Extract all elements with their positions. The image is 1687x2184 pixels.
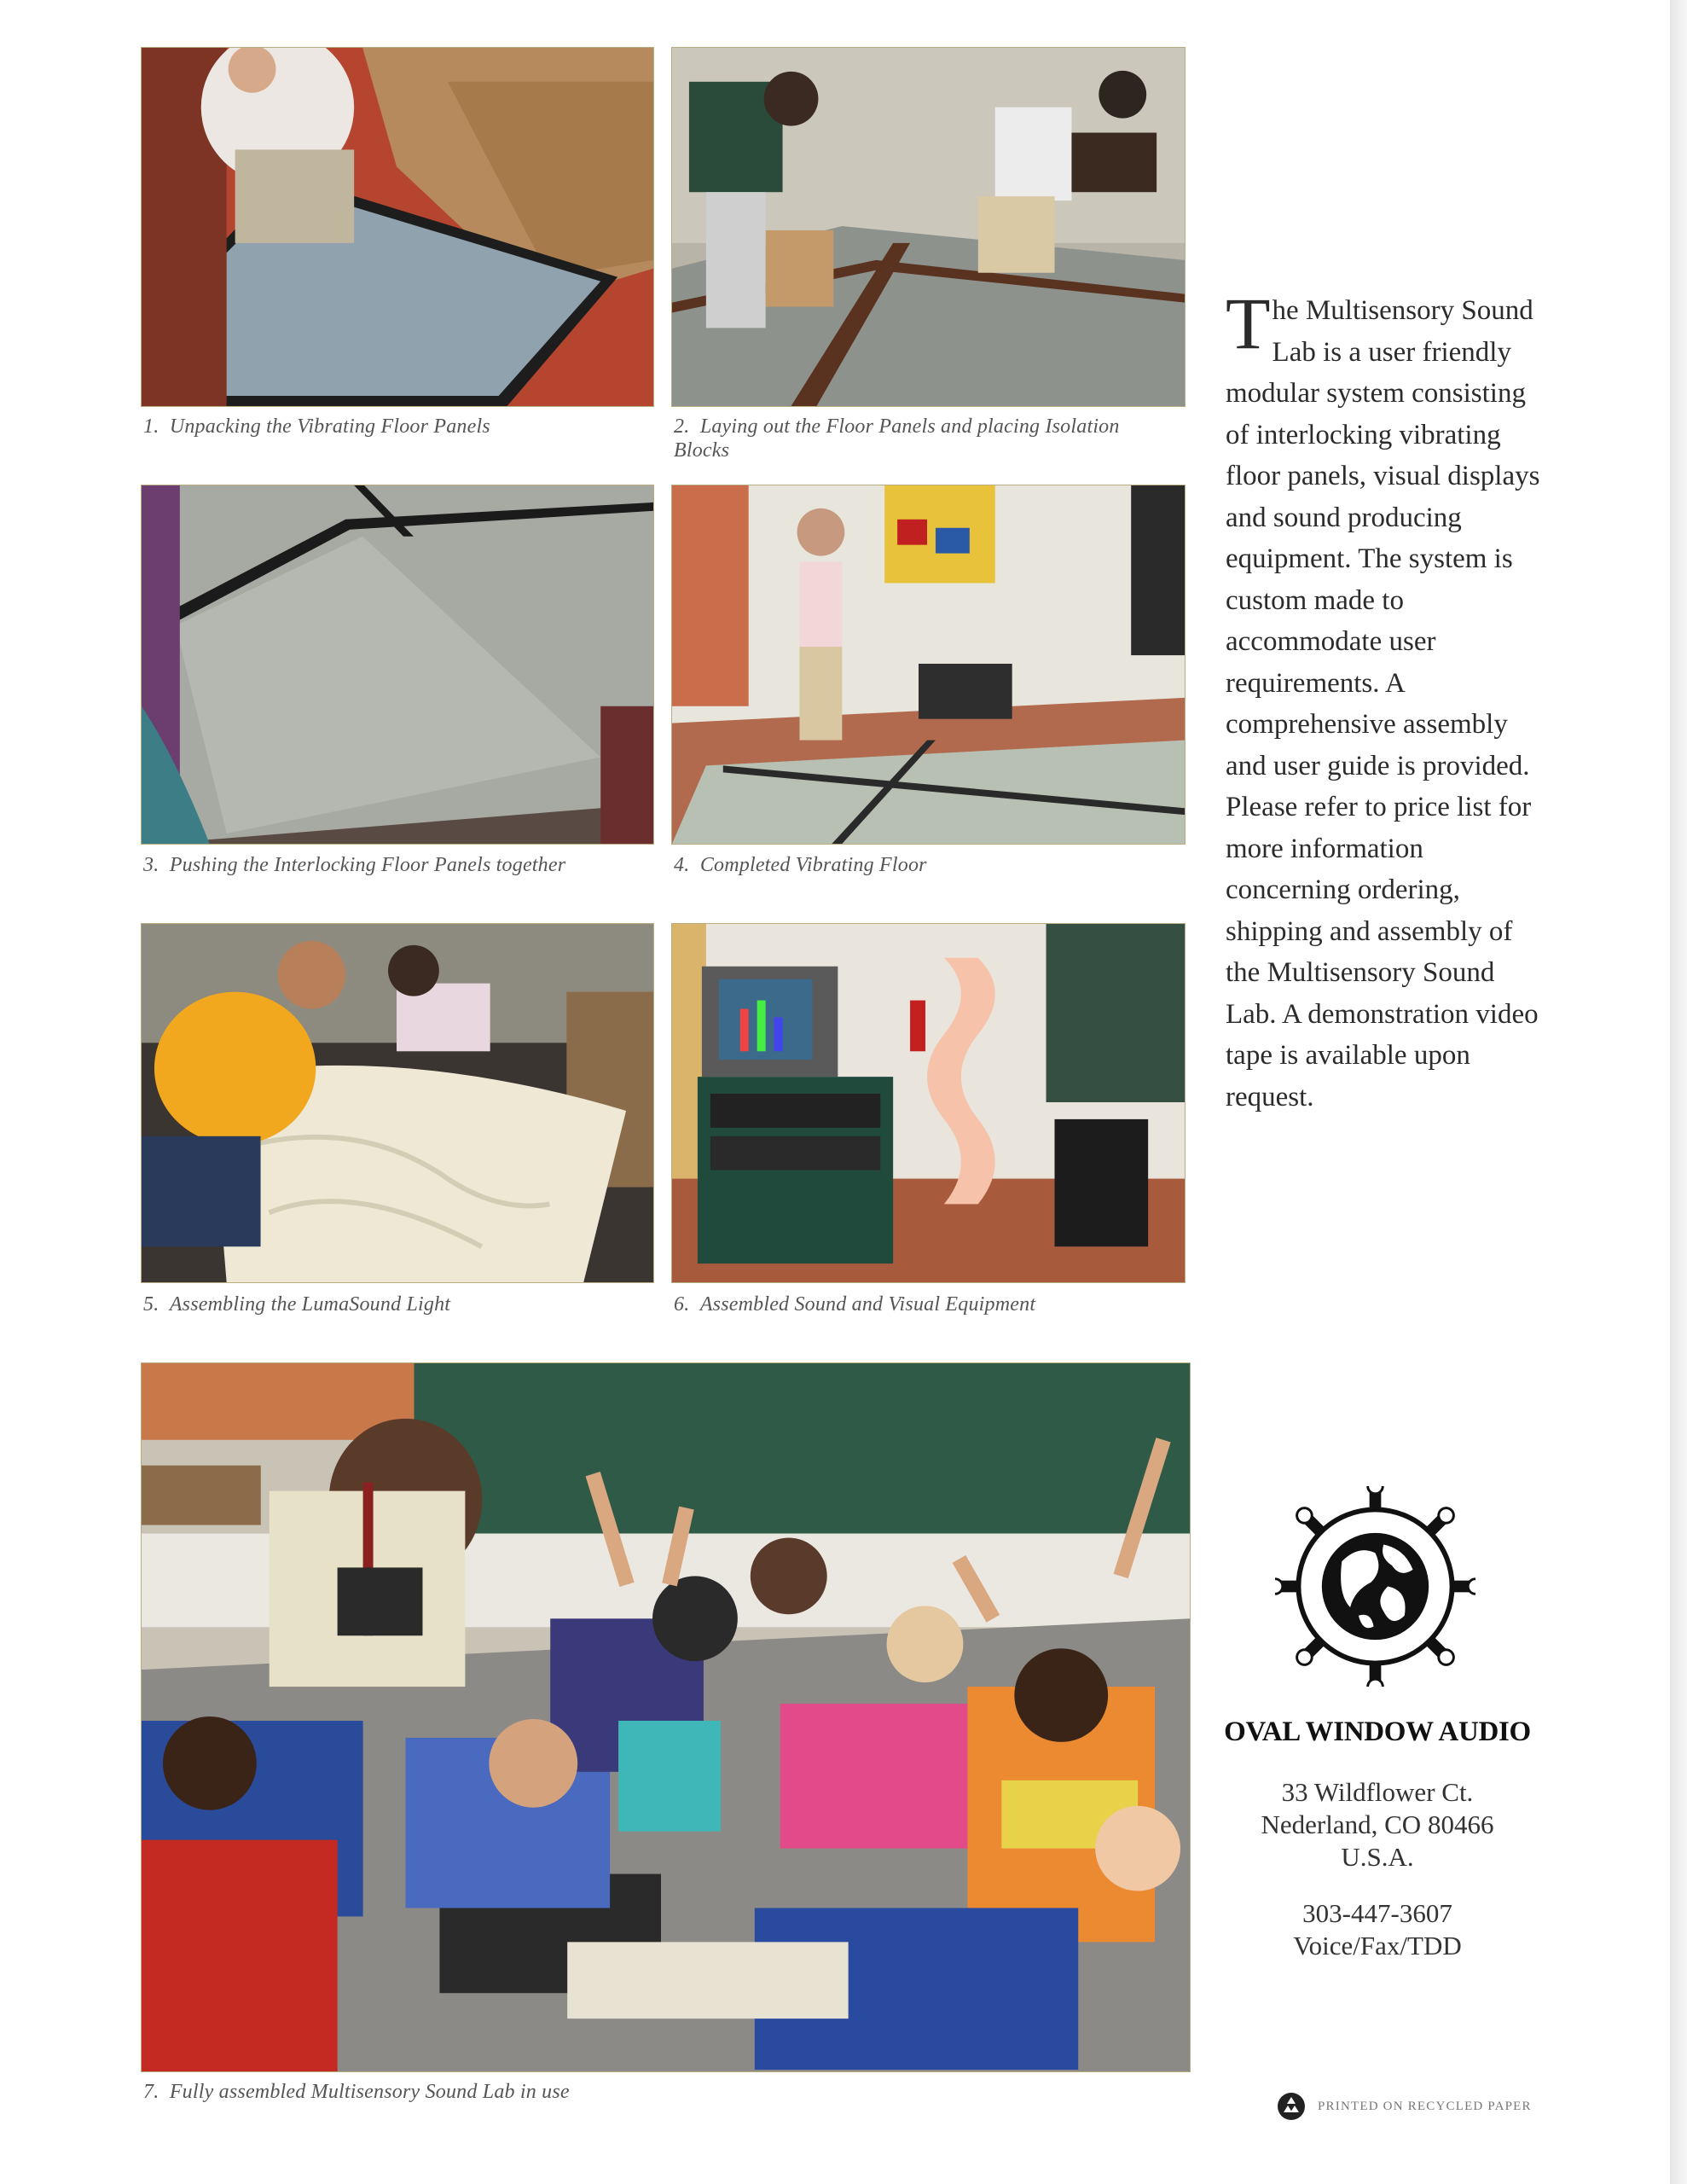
address-city: Nederland, CO 80466 bbox=[1261, 1809, 1494, 1839]
photo-assembled-sound-visual-equipment bbox=[671, 923, 1186, 1283]
recycled-note-text: PRINTED ON RECYCLED PAPER bbox=[1318, 2099, 1532, 2113]
photo-unpacking-floor-panels bbox=[141, 47, 654, 407]
phone-number: 303-447-3607 bbox=[1302, 1898, 1452, 1928]
photo-caption-4: 4. Completed Vibrating Floor bbox=[674, 854, 927, 876]
phone-note: Voice/Fax/TDD bbox=[1293, 1931, 1462, 1960]
company-name: OVAL WINDOW AUDIO bbox=[1224, 1716, 1531, 1747]
company-contact bbox=[1186, 1776, 1569, 1962]
photo-caption-6: 6. Assembled Sound and Visual Equipment bbox=[674, 1293, 1036, 1316]
photo-caption-1: 1. Unpacking the Vibrating Floor Panels bbox=[143, 415, 490, 438]
photo-pushing-panels-together bbox=[141, 485, 654, 845]
address-country: U.S.A. bbox=[1341, 1842, 1414, 1872]
photo-sound-lab-in-use bbox=[141, 1362, 1191, 2072]
photo-laying-out-panels bbox=[671, 47, 1186, 407]
photo-caption-7: 7. Fully assembled Multisensory Sound Lab in use bbox=[143, 2081, 570, 2103]
photo-caption-5: 5. Assembling the LumaSound Light bbox=[143, 1293, 451, 1316]
photo-caption-2: 2. Laying out the Floor Panels and placing Isolation Blocks bbox=[674, 415, 1120, 462]
recycled-paper-note bbox=[1277, 2092, 1532, 2121]
description-paragraph bbox=[1226, 282, 1541, 1118]
photo-completed-vibrating-floor bbox=[671, 485, 1186, 845]
photo-assembling-lumasound-light bbox=[141, 923, 654, 1283]
globe-ear-logo-icon bbox=[1275, 1486, 1475, 1687]
drop-cap: T bbox=[1226, 282, 1271, 364]
recycle-icon bbox=[1277, 2092, 1306, 2121]
photo-caption-3: 3. Pushing the Interlocking Floor Panels together bbox=[143, 854, 566, 876]
description-text: he Multisensory Sound Lab is a user friendly modular system consisting of interlocking vibrating floor panels, visual displays and sound producing equipment. The system is custom made to accommodate user requirements. A comprehensive assembly and user guide is provided. Please refer to price list for more information concerning ordering, shipping and assembly of the Multisensory Sound Lab. A demonstration video tape is available upon request. bbox=[1226, 295, 1540, 1112]
page-edge-shadow bbox=[1670, 0, 1687, 2184]
address-street: 33 Wildflower Ct. bbox=[1281, 1777, 1474, 1807]
